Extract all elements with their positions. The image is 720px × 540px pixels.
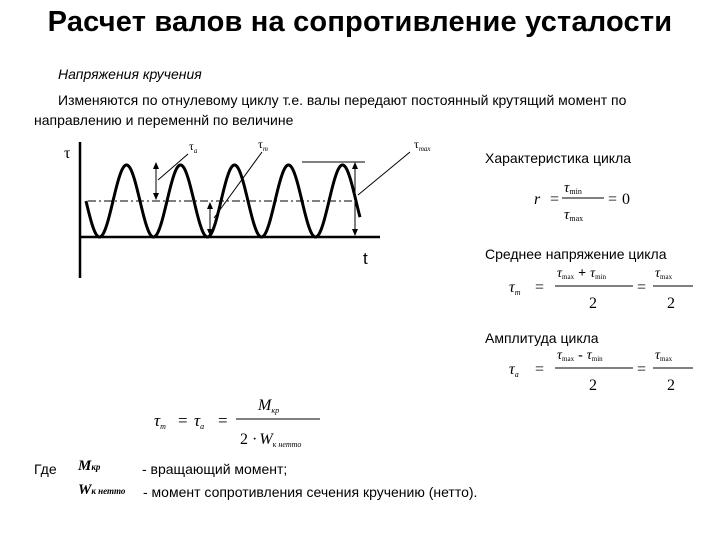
y-axis-label: τ: [64, 145, 71, 162]
cycle-characteristic-formula: [530, 172, 660, 228]
svg-text:τa: τa: [194, 411, 205, 431]
definition-mkr: - вращающий момент;: [142, 461, 288, 477]
svg-text:2: 2: [589, 377, 597, 394]
definition-wk-netto: - момент сопротивления сечения кручению (нетто).: [143, 484, 478, 500]
mean-stress-label: Среднее напряжение цикла: [485, 246, 667, 262]
mean-leader: [214, 152, 262, 218]
svg-text:τm: τm: [509, 279, 521, 297]
svg-text:2: 2: [589, 295, 597, 312]
svg-text:=: =: [637, 279, 647, 296]
fraction-numerator: τmin: [564, 180, 582, 196]
svg-text:r: r: [534, 191, 541, 208]
cycle-characteristic-label: Характеристика цикла: [485, 150, 632, 166]
svg-text:τmax+τmin: τmax + τmin: [557, 266, 606, 281]
max-leader: [358, 152, 410, 195]
symbol-wk-netto: Wк нетто: [78, 482, 126, 498]
svg-text:2·Wк нетто: 2 · Wк нетто: [240, 431, 302, 449]
svg-text:=: =: [535, 279, 545, 296]
x-axis-label: t: [363, 249, 368, 268]
stress-cycle-graph: [60, 140, 460, 280]
svg-text:2: 2: [667, 377, 675, 394]
fraction-denominator: τmax: [564, 207, 584, 223]
svg-text:τa: τa: [509, 361, 519, 379]
main-formula: [150, 390, 340, 452]
svg-text:τmax: τmax: [655, 266, 673, 281]
page-title: Расчет валов на сопротивление усталости: [47, 6, 673, 38]
svg-text:=: =: [608, 191, 618, 208]
svg-text:τmax: τmax: [655, 348, 673, 363]
svg-text:=: =: [637, 361, 647, 378]
svg-text:2: 2: [667, 295, 675, 312]
mean-callout: $\tau_m$: [258, 140, 268, 153]
svg-text:τm: τm: [154, 411, 166, 431]
max-callout: $\tau_{max}$: [414, 140, 431, 153]
svg-text:=: =: [535, 361, 545, 378]
where-label: Где: [34, 461, 57, 477]
svg-text:τmax-τmin: τmax - τmin: [557, 348, 603, 363]
amplitude-formula: [505, 344, 710, 398]
svg-text:=: =: [178, 411, 188, 430]
svg-text:0: 0: [622, 191, 630, 208]
svg-text:Mкр: Mкр: [258, 397, 280, 415]
svg-text:=: =: [218, 411, 228, 430]
subheading: Напряжения кручения: [58, 66, 202, 82]
svg-text:=: =: [550, 191, 560, 208]
amplitude-callout: $\tau_a$: [189, 140, 198, 155]
amplitude-label: Амплитуда цикла: [485, 330, 599, 346]
symbol-mkr: Mкр: [78, 458, 101, 474]
mean-stress-formula: [505, 262, 710, 316]
description-paragraph: Изменяются по отнулевому циклу т.е. валы передают постоянный крутящий момент по направлению и переменнй по величине: [34, 92, 627, 128]
